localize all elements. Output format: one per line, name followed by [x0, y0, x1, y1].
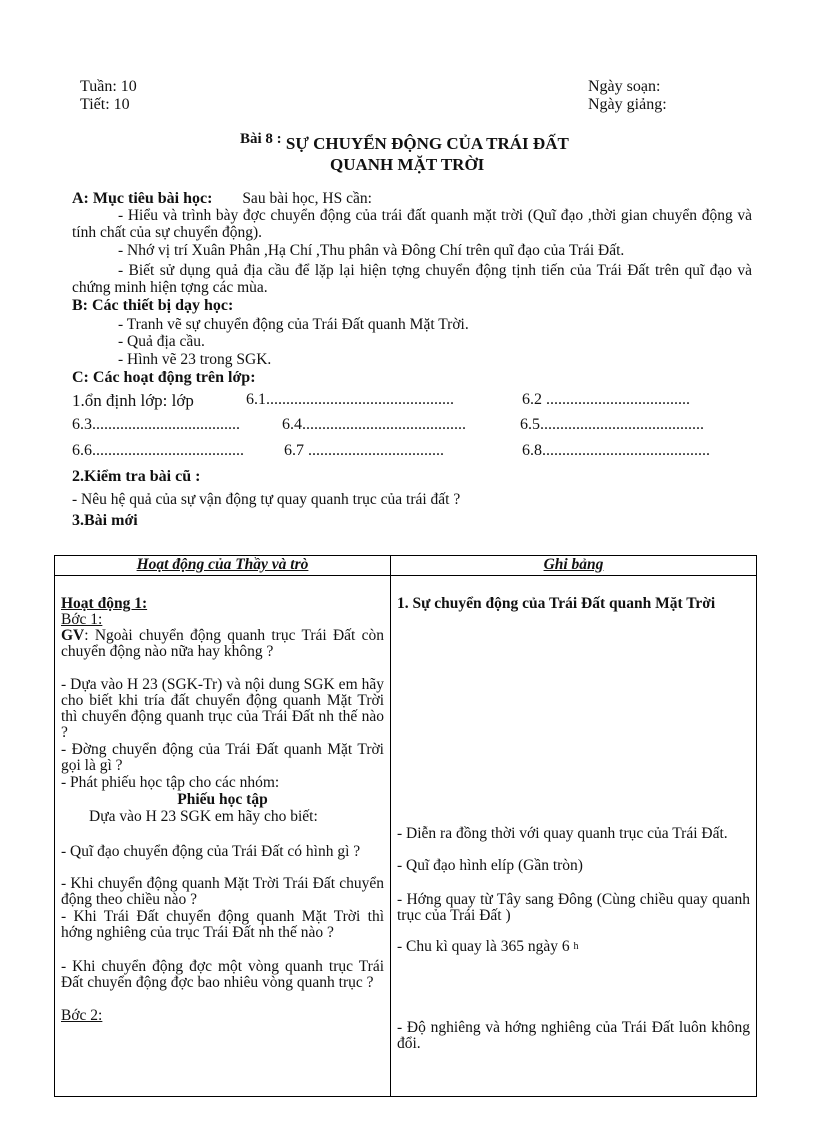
section-1-heading: 1. Sự chuyển động của Trái Đất quanh Mặt Trời — [397, 595, 716, 612]
lesson-title-line1 — [240, 131, 569, 154]
note-5: - Độ nghiêng và hớng nghiêng của Trái Đất luôn không đổi. — [397, 1019, 750, 1052]
step-1-heading: Bớc 1: — [61, 611, 103, 628]
class-6-5: 6.5......................................... — [520, 416, 704, 433]
worksheet-intro: Dựa vào H 23 SGK em hãy cho biết: — [89, 808, 318, 825]
section-a-heading-row — [72, 190, 372, 207]
lesson-title-line2: QUANH MẶT TRỜI — [330, 155, 485, 174]
review-question: - Nêu hệ quả của sự vận động tự quay quanh trục của trái đất ? — [72, 491, 461, 508]
col-header-activities: Hoạt động của Thầy và trò — [55, 556, 391, 576]
gv-question — [61, 628, 384, 660]
step-2-label: 2.Kiểm tra bài cũ : — [72, 468, 201, 485]
section-a-heading: A: Mục tiêu bài học: — [72, 190, 213, 207]
class-6-4: 6.4......................................... — [282, 416, 466, 433]
activity-1-heading: Hoạt động 1: — [61, 595, 148, 612]
lesson-title-text1: SỰ CHUYỂN ĐỘNG CỦA TRÁI ĐẤT — [285, 134, 569, 153]
board-notes-cell — [391, 576, 757, 1097]
note-4 — [397, 939, 750, 955]
lesson-number: Bài 8 : — [240, 131, 282, 147]
step-3-label: 3.Bài mới — [72, 512, 138, 529]
note-3: - Hớng quay từ Tây sang Đông (Cùng chiều quay quanh trục của Trái Đất ) — [397, 891, 750, 924]
class-6-3: 6.3..................................... — [72, 416, 240, 433]
section-a-item-3: - Biết sử dụng quả địa cầu để lặp lại hiện tợng chuyển động tịnh tiến của Trái Đất trên quĩ đạo và chứng minh hiện tợng các mùa. — [72, 262, 752, 296]
class-6-7: 6.7 .................................. — [284, 442, 444, 459]
period-label: Tiết: 10 — [80, 96, 130, 113]
class-6-8: 6.8.......................................... — [522, 442, 710, 459]
worksheet-q2: - Khi chuyển động quanh Mặt Trời Trái Đất chuyển động theo chiều nào ? — [61, 875, 384, 908]
section-b-item-2: - Quả địa cầu. — [118, 333, 205, 350]
note-4-sup: h — [573, 941, 579, 952]
lesson-table — [54, 555, 757, 1097]
class-6-1: 6.1............................................... — [246, 391, 454, 408]
section-a-item-2: - Nhớ vị trí Xuân Phân ,Hạ Chí ,Thu phân và Đông Chí trên quĩ đạo của Trái Đất. — [118, 242, 625, 259]
worksheet-q3: - Khi Trái Đất chuyển động quanh Mặt Trời thì hớng nghiêng của trục Trái Đất nh thế nào ? — [61, 908, 384, 941]
section-b-item-1: - Tranh vẽ sự chuyển động của Trái Đất quanh Mặt Trời. — [118, 316, 469, 333]
note-2: - Quĩ đạo hình elíp (Gần tròn) — [397, 857, 583, 874]
prep-date-label: Ngày soạn: — [588, 78, 661, 95]
worksheet-q1: - Quĩ đạo chuyển động của Trái Đất có hình gì ? — [61, 843, 361, 860]
worksheet-q4: - Khi chuyển động đợc một vòng quanh trục Trái Đất chuyển động đợc bao nhiêu vòng quanh trục ? — [61, 958, 384, 991]
step-1-label: 1.ổn định lớp: lớp — [72, 391, 194, 410]
note-1: - Diễn ra đồng thời với quay quanh trục của Trái Đất. — [397, 825, 728, 842]
section-b-item-3: - Hình vẽ 23 trong SGK. — [118, 351, 272, 368]
class-6-2: 6.2 .................................... — [522, 391, 690, 408]
activities-cell — [55, 576, 391, 1097]
question-3: - Phát phiếu học tập cho các nhóm: — [61, 774, 280, 791]
gv-label: GV — [61, 627, 85, 644]
week-label: Tuần: 10 — [80, 78, 137, 95]
section-a-intro: Sau bài học, HS cần: — [242, 190, 372, 207]
worksheet-title: Phiếu học tập — [177, 791, 268, 808]
section-c-heading: C: Các hoạt động trên lớp: — [72, 369, 256, 386]
note-4-text: - Chu kì quay là 365 ngày 6 — [397, 938, 570, 955]
question-1: - Dựa vào H 23 (SGK-Tr) và nội dung SGK em hãy cho biết khi tría đất chuyển động quanh Mặt Trời thì chuyển động quanh trục của Trái Đất nh thế nào ? — [61, 676, 384, 741]
step-2-heading: Bớc 2: — [61, 1007, 103, 1024]
section-a-item-1: - Hiểu và trình bày đợc chuyển động của trái đất quanh mặt trời (Quĩ đạo ,thời gian chuyển động và tính chất của sự chuyển động). — [72, 207, 752, 241]
section-b-heading: B: Các thiết bị dạy học: — [72, 297, 234, 314]
gv-text: : Ngoài chuyển động quanh trục Trái Đất còn chuyển động nào nữa hay không ? — [61, 627, 384, 660]
col-header-board-notes: Ghi bảng — [391, 556, 757, 576]
question-2: - Đờng chuyển động của Trái Đất quanh Mặt Trời gọi là gì ? — [61, 741, 384, 774]
class-6-6: 6.6...................................... — [72, 442, 244, 459]
teach-date-label: Ngày giảng: — [588, 96, 667, 113]
